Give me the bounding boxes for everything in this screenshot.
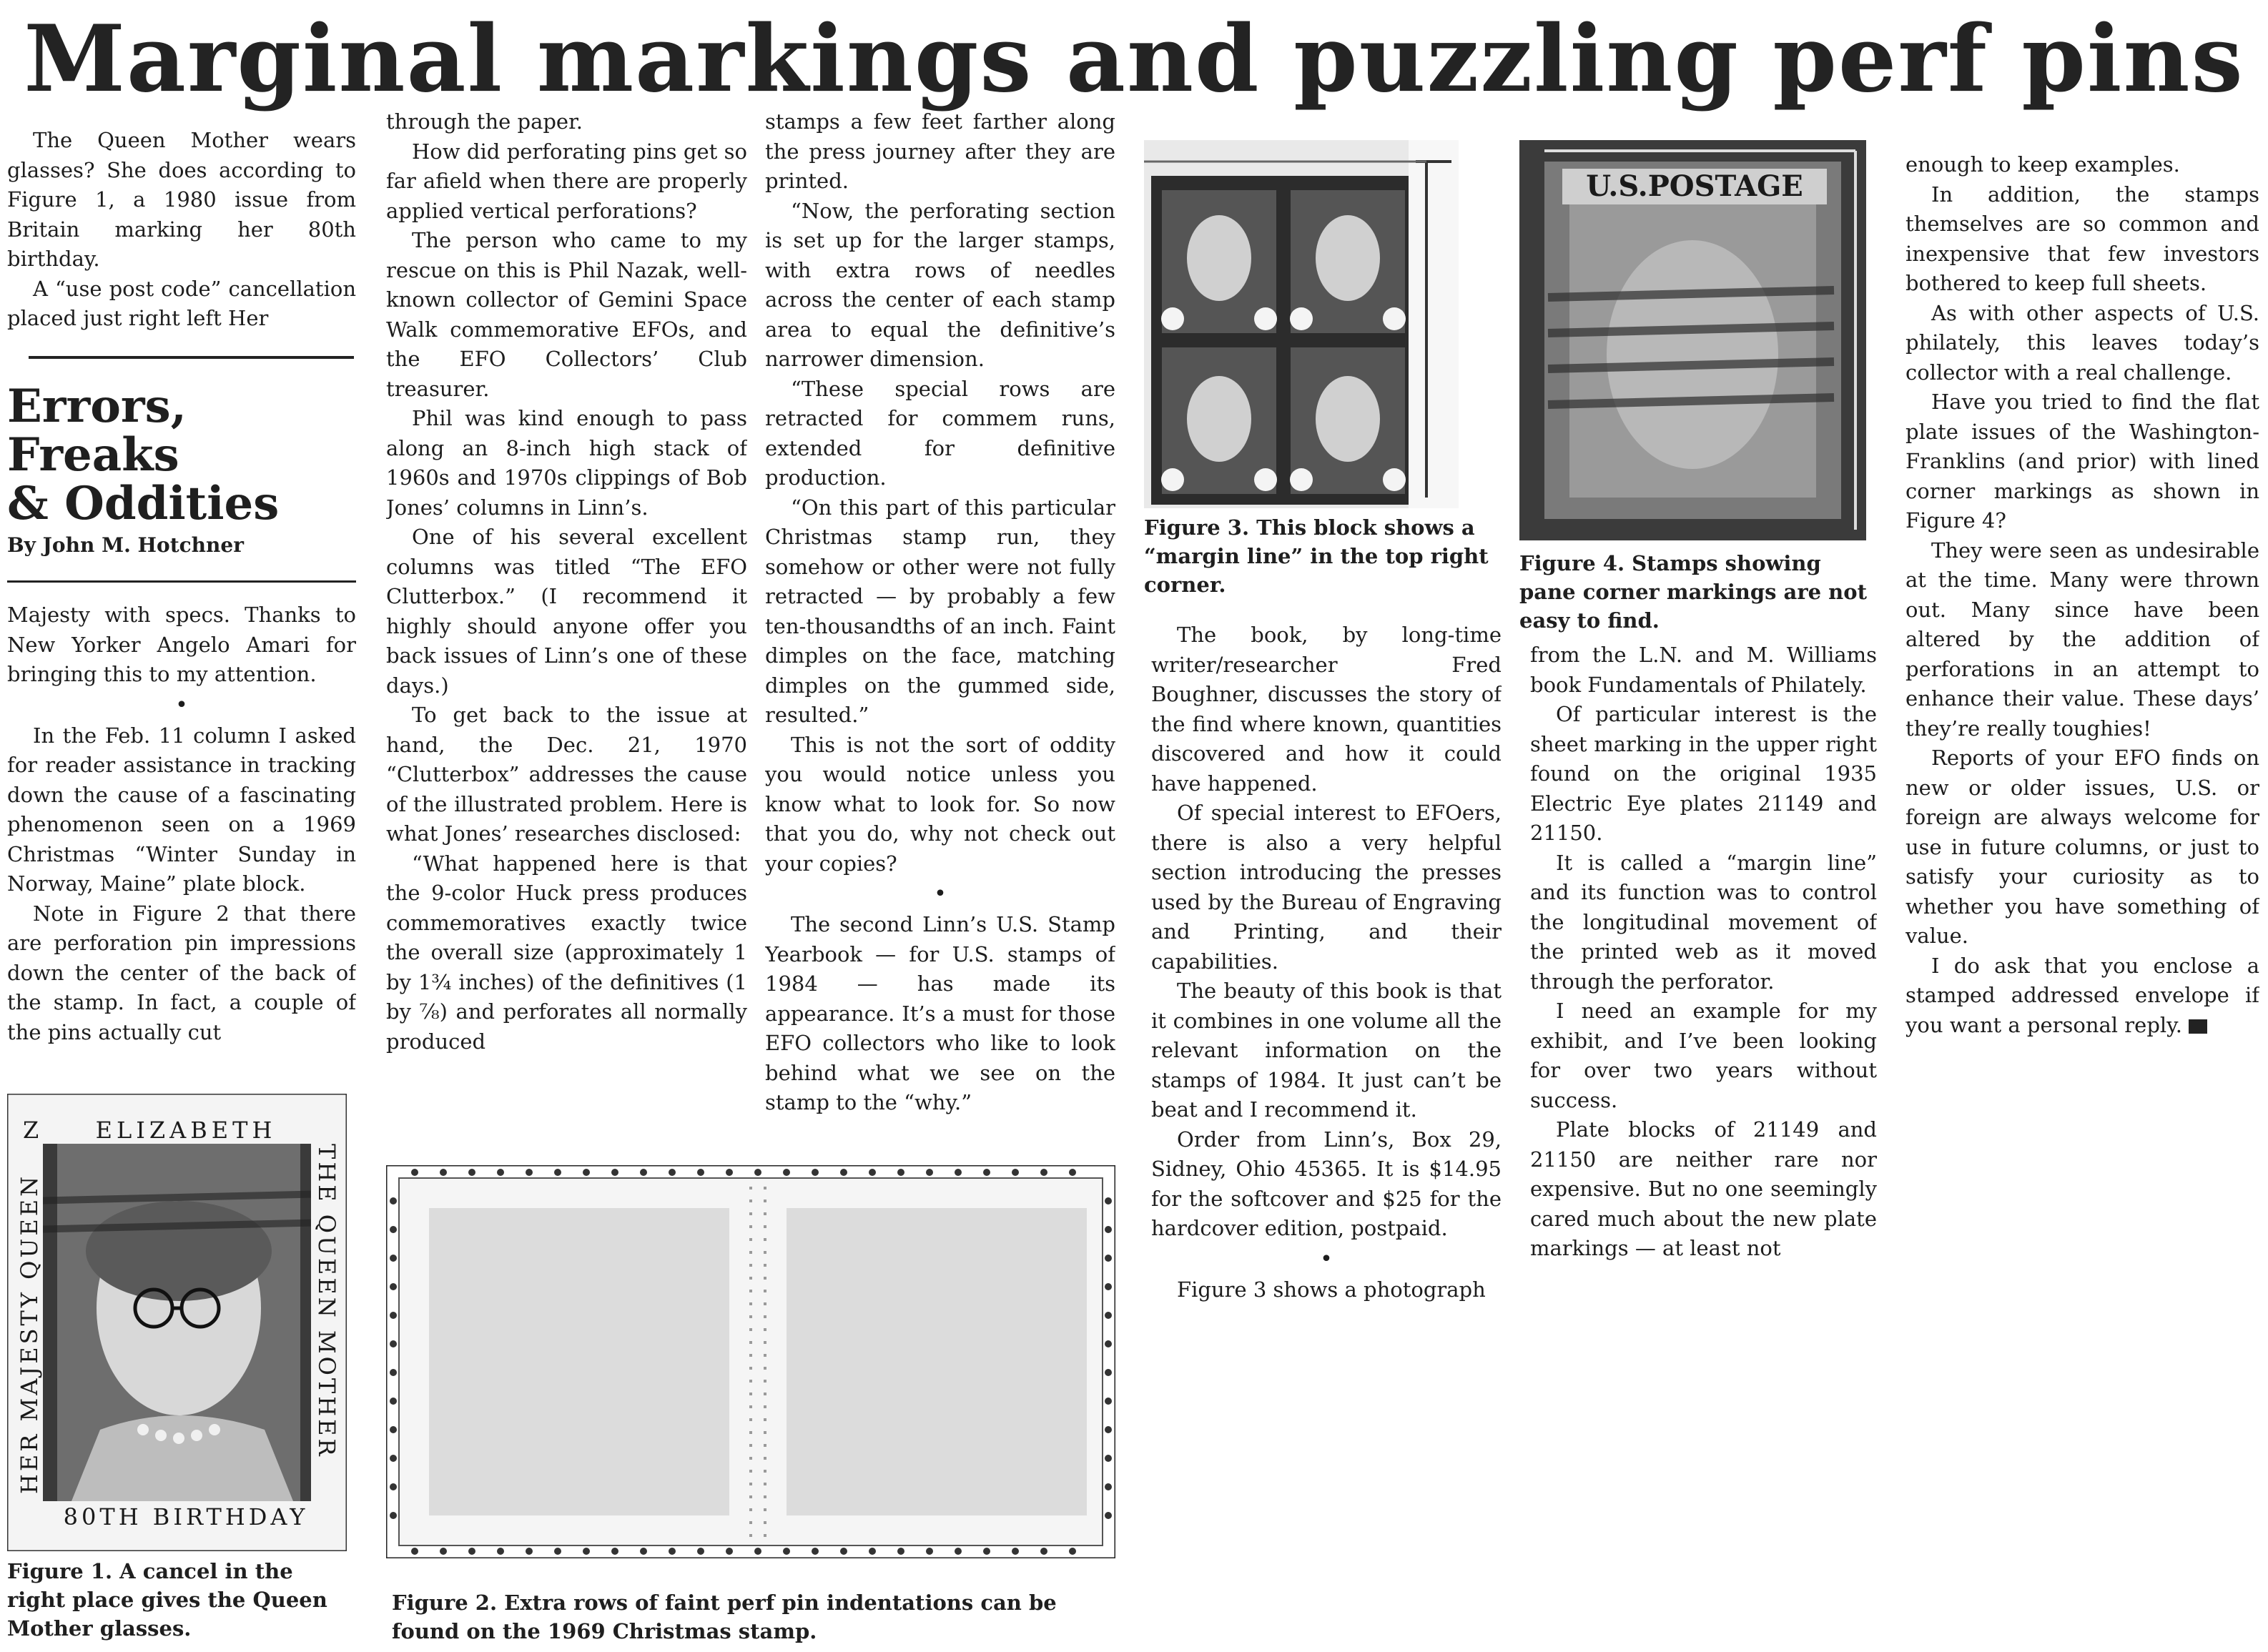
headline: Marginal markings and puzzling perf pins — [24, 6, 2244, 113]
figure-1-caption: Figure 1. A cancel in the right place gives the Queen Mother glasses. — [7, 1559, 327, 1641]
figure-4-stamp — [1519, 140, 1866, 540]
col6-paragraph: Reports of your EFO finds on new or older issues, U.S. or foreign are always welcome for use in future columns, or just to satisfy your curiosity as to whether you have something of value. — [1905, 746, 2259, 948]
col3-paragraph: “These special rows are retracted for commem runs, extended for definitive production. — [765, 376, 1115, 490]
col5-paragraph: Plate blocks of 21149 and 21150 are neither rare nor expensive. But no one seemingly cared much about the new plate markings — at least not — [1530, 1117, 1877, 1260]
col1-paragraph: The Queen Mother wears glasses? She does according to Figure 1, a 1980 issue from Britain marking her 80th birthday. — [7, 128, 356, 271]
col6-paragraph: enough to keep examples. — [1905, 152, 2180, 177]
column-3 — [765, 107, 1115, 1158]
figure-3-caption: Figure 3. This block shows a “margin line” in the top right corner. — [1144, 515, 1489, 597]
col6-paragraph: Have you tried to find the flat plate issues of the Washington-Franklins (and prior) with lined corner markings as shown in Figure 4? — [1905, 390, 2259, 533]
column-title-line: Errors, — [7, 380, 187, 433]
col3-paragraph: stamps a few feet farther along the press journey after they are printed. — [765, 109, 1115, 193]
col6-paragraph: As with other aspects of U.S. philately, this leaves today’s collector with a real challenge. — [1905, 300, 2259, 385]
column-4 — [1151, 620, 1502, 1350]
column-2 — [386, 107, 747, 1137]
section-bullet: • — [934, 881, 947, 906]
end-mark-icon — [2189, 1019, 2207, 1034]
stamp-postage-text: U.S.POSTAGE — [1586, 169, 1803, 203]
col4-paragraph: Figure 3 shows a photograph — [1177, 1277, 1486, 1302]
column-divider-rule — [29, 356, 354, 359]
col5-paragraph: from the L.N. and M. Williams book Fundamentals of Philately. — [1530, 643, 1877, 697]
col1-paragraph: Note in Figure 2 that there are perforation pin impressions down the center of the back of the stamp. In fact, a couple of the pins actually cut — [7, 901, 356, 1044]
col3-paragraph: “Now, the perforating section is set up for the larger stamps, with extra rows of needles across the center of each stamp area to equal the definitive’s narrower dimension. — [765, 198, 1115, 371]
col5-paragraph: I need an example for my exhibit, and I’ve been looking for over two years without success. — [1530, 999, 1877, 1112]
stamp-bottom-text: 80TH BIRTHDAY — [63, 1503, 309, 1530]
col4-paragraph: Order from Linn’s, Box 29, Sidney, Ohio 45365. It is $14.95 for the softcover and $25 for the hardcover edition, postpaid. — [1151, 1127, 1502, 1240]
col1-paragraph: A “use post code” cancellation placed just right left Her — [7, 276, 356, 330]
col6-paragraph: They were seen as undesirable at the time. Many were thrown out. Many since have been altered by the addition of perforations in an attempt to enhance their value. These days’ they’re really toughies! — [1905, 538, 2259, 741]
col1-paragraph: Majesty with specs. Thanks to New Yorker Angelo Amari for bringing this to my attention. — [7, 603, 356, 686]
stamp-left-text: HER MAJESTY QUEEN — [16, 1173, 43, 1494]
christmas-stamp-back-image — [386, 1165, 1115, 1558]
section-bullet: • — [1320, 1246, 1333, 1272]
col5-paragraph: Of particular interest is the sheet marking in the upper right found on the original 1935 Electric Eye plates 21149 and 21150. — [1530, 702, 1877, 845]
column-title-line: & Oddities — [7, 477, 280, 530]
stamp-top-letter: Z — [23, 1117, 39, 1144]
col4-paragraph: The beauty of this book is that it combines in one volume all the relevant information on the stamps of 1984. It just can’t be beat and I recommend it. — [1151, 979, 1502, 1122]
col2-paragraph: Phil was kind enough to pass along an 8-inch high stack of 1960s and 1970s clippings of Bob Jones’ columns in Linn’s. — [386, 406, 747, 520]
col6-paragraph — [1905, 951, 2259, 1041]
column-5 — [1530, 640, 1877, 1348]
col4-paragraph: The book, by long-time writer/researcher Fred Boughner, discusses the story of the find where known, quantities discovered and how it could have happened. — [1151, 623, 1502, 796]
col6-closing-text: I do ask that you enclose a stamped addressed envelope if you want a personal reply. — [1905, 953, 2259, 1037]
col2-paragraph: “What happened here is that the 9-color Huck press produces commemoratives exactly twice the overall size (approximately 1 by 1¾ inches) of the definitives (1 by ⅞) and perforates all normally produced — [386, 851, 747, 1054]
figure-2-stamp — [386, 1165, 1115, 1558]
figure-1-stamp — [7, 1094, 347, 1551]
us-postage-stamp-image — [1519, 140, 1866, 540]
stamp-right-text: THE QUEEN MOTHER — [313, 1144, 340, 1459]
col3-paragraph: The second Linn’s U.S. Stamp Yearbook — for U.S. stamps of 1984 — has made its appearance. It’s a must for those EFO collectors who like to look behind what we see on the stamp to the “why.” — [765, 912, 1115, 1114]
figure-3-block — [1144, 140, 1459, 508]
col2-paragraph: One of his several excellent columns was titled “The EFO Clutterbox.” (I recommend it highly should anyone offer you back issues of Linn’s one of these days.) — [386, 525, 747, 698]
column-title-line: Freaks — [7, 428, 179, 482]
col3-paragraph: “On this part of this particular Christmas stamp run, they somehow or other were not fully retracted — by probably a few ten-thousandths of an inch. Faint dimples on the face, matching dimples on the gummed side, resulted.” — [765, 495, 1115, 727]
queen-mother-stamp-image — [7, 1094, 347, 1551]
stamp-top-text: ELIZABETH — [95, 1117, 277, 1144]
column-6 — [1905, 150, 2259, 1215]
col2-paragraph: The person who came to my rescue on this is Phil Nazak, well-known collector of Gemini Space Walk commemorative EFOs, and the EFO Collectors’ Club treasurer. — [386, 228, 747, 401]
col2-paragraph: How did perforating pins get so far afield when there are properly applied vertical perforations? — [386, 139, 747, 223]
column-1 — [7, 126, 356, 340]
col2-paragraph: To get back to the issue at hand, the Dec. 21, 1970 “Clutterbox” addresses the cause of the illustrated problem. Here is what Jones’ researches disclosed: — [386, 703, 747, 846]
col3-paragraph: This is not the sort of oddity you would notice unless you know what to look for. So now that you do, why not check out your copies? — [765, 732, 1115, 876]
figure-2-caption: Figure 2. Extra rows of faint perf pin indentations can be found on the 1969 Christmas stamp. — [392, 1591, 1057, 1643]
col2-paragraph: through the paper. — [386, 109, 583, 134]
section-bullet: • — [175, 692, 188, 718]
figure-4-caption: Figure 4. Stamps showing pane corner markings are not easy to find. — [1519, 551, 1867, 633]
byline: By John M. Hotchner — [7, 533, 244, 557]
column-1-continued — [7, 600, 356, 1087]
washington-block-image — [1144, 140, 1459, 508]
col6-paragraph: In addition, the stamps themselves are so common and inexpensive that few investors bothered to keep full sheets. — [1905, 182, 2259, 295]
column-signature — [7, 382, 358, 558]
col1-paragraph: In the Feb. 11 column I asked for reader assistance in tracking down the cause of a fascinating phenomenon seen on a 1969 Christmas “Winter Sunday in Norway, Maine” plate block. — [7, 723, 356, 896]
signature-divider-rule — [7, 580, 356, 583]
col5-paragraph: It is called a “margin line” and its function was to control the longitudinal movement of the printed web as it moved through the perforator. — [1530, 850, 1877, 994]
col4-paragraph: Of special interest to EFOers, there is also a very helpful section introducing the presses used by the Bureau of Engraving and Printing, and their capabilities. — [1151, 801, 1502, 974]
